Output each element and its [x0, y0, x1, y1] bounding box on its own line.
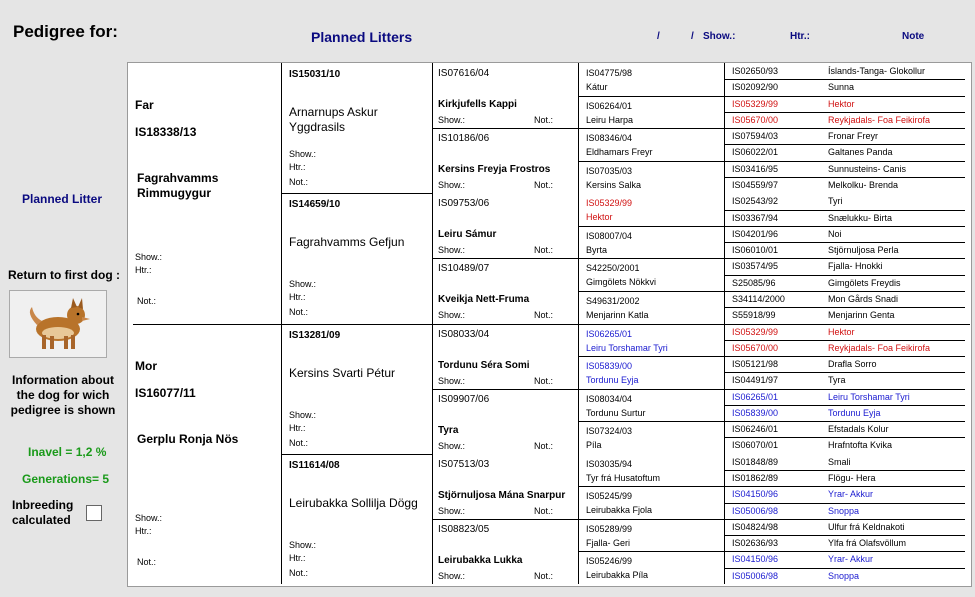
not-label: Not.: [534, 375, 554, 386]
dog-reg[interactable]: IS06264/01 [586, 100, 633, 111]
dog-reg[interactable]: S25085/96 [732, 277, 776, 288]
dog-name[interactable]: Hrafntofta Kvika [828, 440, 893, 451]
dog-name[interactable]: Leiru Torshamar Tyri [586, 342, 668, 353]
row-divider [578, 291, 724, 292]
show-label: Show.: [135, 512, 163, 523]
row-divider [578, 226, 724, 227]
dog-reg[interactable]: IS04201/96 [732, 228, 779, 239]
dog-name[interactable]: Menjarinn Katla [586, 309, 649, 320]
dog-name[interactable]: Gimgölets Freydis [828, 277, 901, 288]
dog-name[interactable]: Leirubakka Fjola [586, 505, 653, 516]
row-divider [281, 454, 432, 455]
row-divider [724, 389, 965, 390]
slash-separator: / [691, 31, 694, 42]
dog-role: Far [135, 98, 154, 112]
dog-reg[interactable]: IS05329/99 [732, 326, 779, 337]
row-divider [724, 79, 965, 80]
dog-name[interactable]: Galtanes Panda [828, 147, 893, 158]
dog-name[interactable]: Tordunu Séra Somi [438, 359, 530, 371]
show-label: Show.: [438, 505, 466, 516]
row-divider [133, 324, 970, 325]
not-label: Not.: [289, 307, 309, 318]
row-divider [724, 112, 965, 113]
row-divider [578, 519, 724, 520]
dog-reg[interactable]: IS08033/04 [438, 328, 490, 340]
dog-reg[interactable]: IS08034/04 [586, 393, 633, 404]
row-divider [432, 258, 578, 259]
row-divider [724, 372, 965, 373]
show-label: Show.: [438, 115, 466, 125]
row-divider [432, 389, 578, 390]
dog-role: Mor [135, 358, 157, 373]
dog-name[interactable]: Fjalla- Hnokki [828, 261, 883, 272]
dog-name[interactable]: Flögu- Hera [828, 473, 876, 484]
htr-label: Htr.: [135, 265, 152, 275]
dog-name[interactable]: Stjörnuljosa Mána Snarpur [438, 489, 566, 501]
dog-reg[interactable]: IS08346/04 [586, 133, 633, 144]
dog-reg[interactable]: IS04491/97 [732, 375, 779, 386]
row-divider [578, 161, 724, 162]
dog-reg[interactable]: IS05329/99 [732, 98, 779, 109]
htr-label: Htr.: [289, 162, 306, 172]
inbreeding-label: Inbreeding calculated [12, 498, 74, 527]
inavel-value: Inavel = 1,2 % [28, 445, 107, 459]
row-divider [724, 551, 965, 552]
not-label: Not.: [534, 505, 554, 516]
dog-reg[interactable]: IS05670/00 [732, 342, 779, 353]
dog-reg[interactable]: IS06070/01 [732, 440, 779, 451]
row-divider [724, 242, 965, 243]
dog-name[interactable]: Leirubakka Lukka [438, 554, 523, 566]
dog-name[interactable]: Tyra [828, 375, 846, 386]
dog-reg[interactable]: IS07035/03 [586, 165, 633, 176]
dog-reg[interactable]: S42250/2001 [586, 263, 640, 274]
dog-name[interactable]: Snælukku- Birta [828, 212, 893, 223]
row-divider [724, 96, 965, 97]
dog-reg[interactable]: IS10186/06 [438, 133, 490, 145]
not-label: Not.: [534, 180, 554, 191]
dog-reg[interactable]: IS11614/08 [289, 459, 340, 471]
dog-name[interactable]: Tordunu Eyja [586, 375, 639, 386]
row-divider [578, 486, 724, 487]
show-label: Show.: [289, 279, 317, 290]
dog-reg[interactable]: IS18338/13 [135, 125, 197, 139]
dog-name[interactable]: Kátur [586, 82, 608, 92]
dog-reg[interactable]: IS08007/04 [586, 230, 633, 241]
row-divider [432, 519, 578, 520]
dog-reg[interactable]: IS08823/05 [438, 523, 490, 535]
dog-name[interactable]: Fagrahvamms Rimmugygur [137, 171, 219, 200]
dog-name[interactable]: Kersins Freyja Frostros [438, 164, 551, 176]
show-label: Show.: [289, 149, 317, 159]
row-divider [578, 258, 724, 259]
dog-reg[interactable]: IS05289/99 [586, 523, 633, 534]
dog-name[interactable]: Tordunu Eyja [828, 407, 881, 418]
note-link[interactable]: Note [902, 31, 925, 42]
planned-litters-link[interactable]: Planned Litters [311, 29, 413, 45]
dog-name[interactable]: Tyra [438, 424, 459, 436]
dog-name[interactable]: Leiru Torshamar Tyri [828, 391, 910, 402]
dog-name[interactable]: Hektor [586, 212, 613, 223]
dog-reg[interactable]: IS02636/93 [732, 538, 779, 549]
row-divider [724, 291, 965, 292]
show-label: Show.: [438, 375, 466, 386]
not-label: Not.: [534, 245, 554, 256]
row-divider [724, 275, 965, 276]
not-label: Not.: [289, 177, 309, 187]
row-divider [724, 356, 965, 357]
dog-reg[interactable]: S55918/99 [732, 310, 776, 321]
show-label: Show.: [438, 570, 466, 581]
dog-reg[interactable]: IS05006/98 [732, 505, 779, 516]
dog-reg[interactable]: IS04824/98 [732, 521, 779, 532]
dog-reg[interactable]: IS09907/06 [438, 393, 490, 405]
dog-name[interactable]: Menjarinn Genta [828, 310, 895, 321]
dog-reg[interactable]: IS07594/03 [732, 131, 779, 142]
slash-separator: / [657, 31, 660, 42]
not-label: Not.: [137, 556, 157, 567]
row-divider [724, 421, 965, 422]
not-label: Not.: [137, 296, 157, 306]
row-divider [724, 307, 965, 308]
htr-label: Htr.: [289, 292, 306, 303]
row-divider [578, 551, 724, 552]
dog-reg[interactable]: IS06265/01 [586, 328, 633, 339]
dog-reg[interactable]: IS01862/89 [732, 473, 779, 484]
dog-name[interactable]: Melkolku- Brenda [828, 179, 899, 190]
dog-name[interactable]: Gerplu Ronja Nös [137, 431, 239, 446]
not-label: Not.: [534, 115, 554, 125]
row-divider [724, 177, 965, 178]
show-label: Show.: [289, 539, 317, 550]
dog-reg[interactable]: IS06246/01 [732, 424, 779, 435]
dog-reg[interactable]: S49631/2002 [586, 295, 640, 306]
dog-name[interactable]: Kersins Svarti Pétur [289, 365, 396, 380]
dog-name[interactable]: Tyri [828, 196, 843, 207]
dog-name[interactable]: Smali [828, 456, 851, 467]
dog-reg[interactable]: IS02543/92 [732, 196, 779, 207]
not-label: Not.: [289, 567, 309, 578]
dog-reg[interactable]: IS14659/10 [289, 199, 341, 211]
row-divider [578, 96, 724, 97]
dog-reg[interactable]: IS05839/00 [732, 407, 779, 418]
dog-reg[interactable]: IS07616/04 [438, 68, 490, 79]
dog-name[interactable]: Leiru Sámur [438, 229, 497, 241]
dog-reg[interactable]: IS06010/01 [732, 245, 779, 256]
show-label: Show.: [438, 245, 466, 256]
dog-name[interactable]: Píla [586, 440, 602, 451]
page-title: Pedigree for: [13, 22, 118, 41]
dog-reg[interactable]: IS04150/96 [732, 489, 779, 500]
dog-name[interactable]: Stjörnuljosa Perla [828, 245, 899, 256]
dog-reg[interactable]: IS03574/95 [732, 261, 779, 272]
row-divider [724, 161, 965, 162]
show-label: Show.: [289, 409, 317, 420]
dog-reg[interactable]: IS04559/97 [732, 179, 779, 190]
dog-reg[interactable]: S34114/2000 [732, 293, 785, 304]
dog-name[interactable]: Tordunu Surtur [586, 407, 646, 418]
dog-name[interactable]: Snoppa [828, 505, 860, 516]
dog-reg[interactable]: IS05839/00 [586, 361, 633, 372]
dog-name[interactable]: Kveikja Nett-Fruma [438, 294, 530, 306]
show-label: Show.: [438, 440, 466, 451]
dog-name[interactable]: Hektor [828, 326, 855, 337]
dog-name[interactable]: Mon Gårds Snadi [828, 293, 899, 304]
dog-name[interactable]: Snoppa [828, 570, 860, 581]
dog-name[interactable]: Eldhamars Freyr [586, 147, 653, 158]
row-divider [724, 437, 965, 438]
dog-name[interactable]: Gimgölets Nökkvi [586, 277, 657, 288]
dog-name[interactable]: Leirubakka Píla [586, 570, 649, 581]
dog-reg[interactable]: IS03035/94 [586, 458, 633, 469]
htr-header-label: Htr.: [790, 31, 810, 42]
not-label: Not.: [534, 310, 554, 321]
htr-label: Htr.: [289, 422, 306, 433]
dog-reg[interactable]: IS05006/98 [732, 570, 779, 581]
dog-name[interactable]: Kersins Salka [586, 179, 642, 190]
information-text: Information about the dog for wich pedigree is shown [10, 373, 116, 417]
row-divider [724, 340, 965, 341]
row-divider [281, 193, 432, 194]
row-divider [724, 568, 965, 569]
htr-label: Htr.: [289, 552, 306, 563]
row-divider [724, 144, 965, 145]
dog-reg[interactable]: IS05121/98 [732, 359, 779, 370]
htr-label: Htr.: [135, 525, 152, 536]
show-header-label: Show.: [703, 31, 736, 42]
row-divider [724, 405, 965, 406]
dog-reg[interactable]: IS06022/01 [732, 147, 779, 158]
dog-reg[interactable]: IS04150/96 [732, 554, 779, 565]
row-divider [724, 210, 965, 211]
dog-reg[interactable]: IS07513/03 [438, 458, 490, 470]
show-label: Show.: [438, 180, 466, 191]
dog-reg[interactable]: IS02650/93 [732, 66, 779, 76]
dog-name[interactable]: Arnarnups Askur Yggdrasils [289, 105, 378, 134]
row-divider [578, 128, 724, 129]
dog-name[interactable]: Byrta [586, 244, 608, 255]
dog-reg[interactable]: IS01848/89 [732, 456, 779, 467]
planned-litter-link[interactable]: Planned Litter [22, 192, 103, 206]
dog-name[interactable]: Fagrahvamms Gefjun [289, 235, 405, 250]
dog-name[interactable]: Drafla Sorro [828, 359, 877, 370]
dog-name[interactable]: Hektor [828, 98, 855, 109]
row-divider [578, 389, 724, 390]
dog-name[interactable]: Sunna [828, 82, 855, 93]
dog-reg[interactable]: IS05329/99 [586, 198, 633, 209]
dog-name[interactable]: Ulfur frá Keldnakoti [828, 521, 905, 532]
row-divider [724, 258, 965, 259]
not-label: Not.: [534, 570, 554, 581]
dog-reg[interactable]: IS02092/90 [732, 82, 779, 93]
dog-name[interactable]: Yrar- Akkur [828, 489, 874, 500]
dog-name[interactable]: Noi [828, 228, 842, 239]
dog-reg[interactable]: IS07324/03 [586, 426, 633, 437]
row-divider [578, 421, 724, 422]
dog-name[interactable]: Sunnusteins- Canis [828, 163, 907, 174]
dog-name[interactable]: Ylfa frá Olafsvöllum [828, 538, 907, 549]
row-divider [724, 503, 965, 504]
row-divider [724, 519, 965, 520]
show-label: Show.: [135, 252, 163, 262]
dog-name[interactable]: Kirkjufells Kappi [438, 99, 517, 110]
dog-name[interactable]: Tyr frá Husatoftum [586, 472, 661, 483]
dog-name[interactable]: Fronar Freyr [828, 131, 879, 142]
generations-value: Generations= 5 [22, 472, 110, 486]
dog-name[interactable]: Reykjadals- Foa Feikirofa [828, 342, 931, 353]
dog-reg[interactable]: IS05246/99 [586, 556, 633, 567]
row-divider [432, 128, 578, 129]
dog-reg[interactable]: IS05245/99 [586, 491, 633, 502]
row-divider [724, 486, 965, 487]
show-label: Show.: [438, 310, 466, 321]
dog-name[interactable]: Leirubakka Sollilja Dögg [289, 495, 418, 510]
row-divider [724, 128, 965, 129]
dog-reg[interactable]: IS15031/10 [289, 69, 341, 80]
not-label: Not.: [289, 437, 309, 448]
return-label: Return to first dog : [8, 268, 120, 282]
dog-name[interactable]: Yrar- Akkur [828, 554, 874, 565]
dog-reg[interactable]: IS13281/09 [289, 329, 341, 341]
dog-reg[interactable]: IS03367/94 [732, 212, 779, 223]
dog-name[interactable]: Reykjadals- Foa Feikirofa [828, 114, 931, 125]
row-divider [724, 470, 965, 471]
row-divider [724, 535, 965, 536]
dog-reg[interactable]: IS04775/98 [586, 68, 633, 78]
dog-name[interactable]: Fjalla- Geri [586, 537, 631, 548]
not-label: Not.: [534, 440, 554, 451]
dog-name[interactable]: Efstadals Kolur [828, 424, 889, 435]
dog-reg[interactable]: IS10489/07 [438, 263, 490, 275]
dog-name[interactable]: Íslands-Tanga- Glokollur [828, 66, 926, 76]
dog-reg[interactable]: IS16077/11 [135, 385, 196, 400]
row-divider [578, 356, 724, 357]
dog-name[interactable]: Leiru Harpa [586, 114, 634, 125]
dog-reg[interactable]: IS03416/95 [732, 163, 779, 174]
row-divider [724, 226, 965, 227]
dog-reg[interactable]: IS09753/06 [438, 198, 490, 210]
dog-reg[interactable]: IS06265/01 [732, 391, 779, 402]
dog-reg[interactable]: IS05670/00 [732, 114, 779, 125]
